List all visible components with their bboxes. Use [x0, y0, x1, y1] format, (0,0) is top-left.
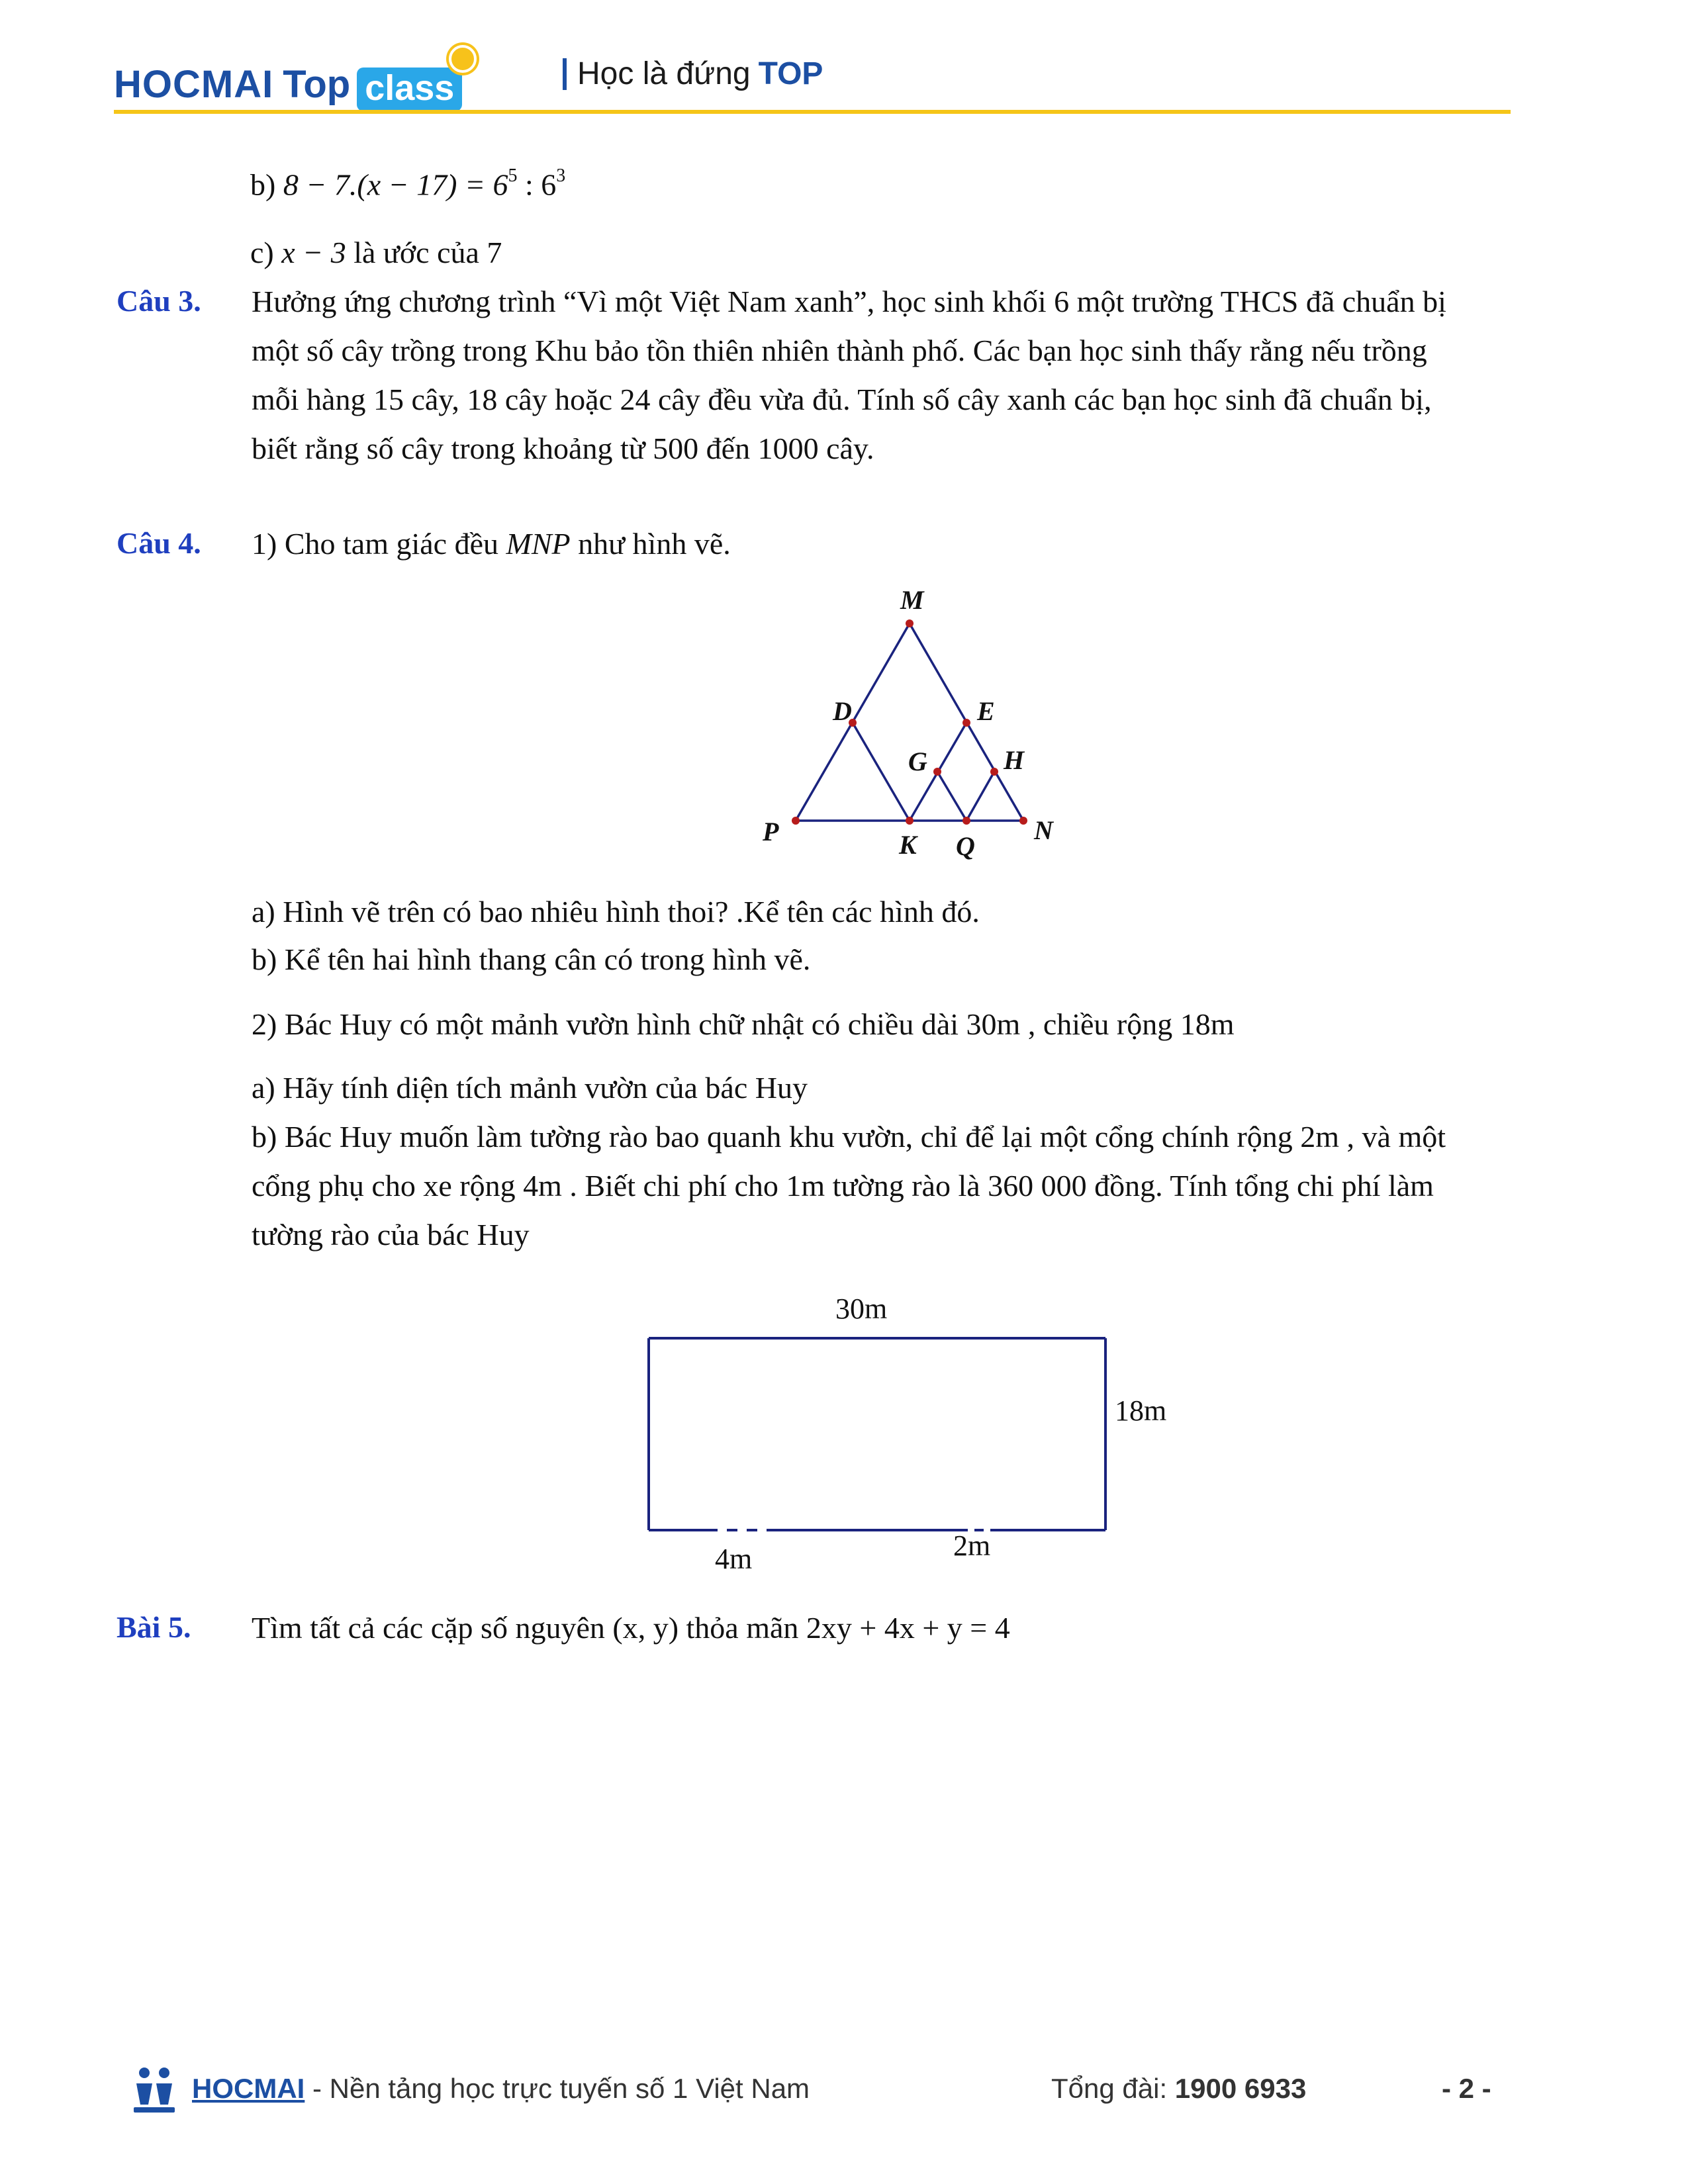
question-2b-exponent-1: 5 [508, 165, 518, 186]
logo-class-text: class [365, 68, 455, 108]
question-2c [250, 234, 502, 271]
header-divider [114, 110, 1511, 114]
garden-rectangle-figure [622, 1277, 1178, 1582]
question-3-line-4: biết rằng số cây trong khoảng từ 500 đến 1000 cây. [252, 432, 874, 465]
question-2b-label: b) [250, 167, 276, 202]
question-4-2b-line-2: cổng phụ cho xe rộng 4m . Biết chi phí cho 1m tường rào là 360 000 đồng. Tính tổng chi phí làm [252, 1169, 1434, 1203]
point-g [933, 768, 941, 776]
triangle-mnp-figure [728, 576, 1086, 874]
hocmai-people-icon [131, 2065, 177, 2118]
question-4-intro-text: 1) Cho tam giác đều [252, 527, 506, 561]
question-4-1b: b) Kể tên hai hình thang cân có trong hình vẽ. [252, 942, 811, 976]
tagline-prefix: Học là đứng [577, 56, 751, 91]
header-tagline [563, 56, 823, 92]
garden-width-label: 18m [1115, 1394, 1167, 1427]
footer-brand-link[interactable]: HOCMAI [192, 2073, 305, 2104]
point-q [962, 817, 970, 825]
question-5-text: Tìm tất cả các cặp số nguyên (x, y) thỏa mãn 2xy + 4x + y = 4 [252, 1611, 1010, 1645]
question-3-line-1: Hưởng ứng chương trình “Vì một Việt Nam xanh”, học sinh khối 6 một trường THCS đã chuẩn bị [252, 285, 1446, 318]
page-footer [131, 2073, 1521, 2119]
question-2c-label: c) [250, 236, 274, 269]
footer-hotline [1051, 2073, 1306, 2105]
question-3-line-2: một số cây trồng trong Khu bảo tồn thiên nhiên thành phố. Các bạn học sinh thấy rằng nếu trồng [252, 334, 1427, 367]
footer-hotline-label: Tổng đài: [1051, 2073, 1175, 2104]
hocmai-topclass-logo [114, 54, 462, 114]
segment-dk [853, 723, 910, 821]
label-q: Q [956, 831, 975, 861]
point-p [792, 817, 800, 825]
label-p: P [763, 817, 779, 846]
point-k [906, 817, 914, 825]
question-2c-text: là ước của 7 [346, 236, 502, 269]
side-gate-label: 4m [715, 1543, 753, 1575]
segment-gq [937, 772, 966, 821]
question-2b [250, 160, 565, 203]
question-2b-expression: 8 − 7.(x − 17) = 6 [283, 167, 508, 202]
question-2b-exponent-2: 3 [556, 165, 566, 186]
label-d: D [833, 696, 852, 726]
footer-slogan [192, 2073, 810, 2105]
question-4-part-2: 2) Bác Huy có một mảnh vườn hình chữ nhật có chiều dài 30m , chiều rộng 18m [252, 1007, 1235, 1041]
logo-top-text: Top [283, 62, 351, 106]
question-4-intro-end: như hình vẽ. [570, 527, 731, 561]
question-2b-colon: : 6 [517, 167, 557, 202]
question-2c-expression: x − 3 [281, 236, 346, 269]
question-4-1a: a) Hình vẽ trên có bao nhiêu hình thoi? .Kể tên các hình đó. [252, 895, 980, 929]
question-4-2b-line-1: b) Bác Huy muốn làm tường rào bao quanh khu vườn, chỉ để lại một cổng chính rộng 2m , và một [252, 1120, 1446, 1154]
question-4-intro-math: MNP [506, 527, 571, 561]
question-4-2b-line-3: tường rào của bác Huy [252, 1218, 530, 1251]
label-n: N [1034, 815, 1053, 845]
page-number: - 2 - [1442, 2073, 1491, 2104]
garden-length-label: 30m [835, 1293, 888, 1325]
main-gate-label: 2m [953, 1529, 991, 1562]
question-4-2a: a) Hãy tính diện tích mảnh vườn của bác Huy [252, 1071, 808, 1105]
point-h [990, 768, 998, 776]
label-e: E [977, 696, 995, 726]
question-4-label: Câu 4. [117, 526, 201, 560]
question-3-label: Câu 3. [117, 284, 201, 318]
label-g: G [908, 747, 927, 776]
logo-hocmai-text: HOCMAI [114, 62, 274, 106]
question-3-line-3: mỗi hàng 15 cây, 18 cây hoặc 24 cây đều vừa đủ. Tính số cây xanh các bạn học sinh đã chuẩn bị, [252, 383, 1432, 416]
point-e [962, 719, 970, 727]
label-h: H [1004, 745, 1025, 775]
label-k: K [899, 830, 917, 860]
label-m: M [900, 585, 924, 615]
footer-slogan-text: - Nền tảng học trực tuyến số 1 Việt Nam [305, 2073, 810, 2104]
point-n [1019, 817, 1027, 825]
sun-icon [449, 45, 477, 73]
footer-hotline-number: 1900 6933 [1174, 2073, 1307, 2104]
point-m [906, 619, 914, 627]
segment-qh [966, 772, 994, 821]
tagline-top: TOP [758, 56, 823, 91]
question-4-intro [252, 525, 731, 563]
tagline-divider [563, 58, 567, 90]
logo-class-badge [357, 68, 462, 111]
question-5-label: Bài 5. [117, 1610, 191, 1644]
